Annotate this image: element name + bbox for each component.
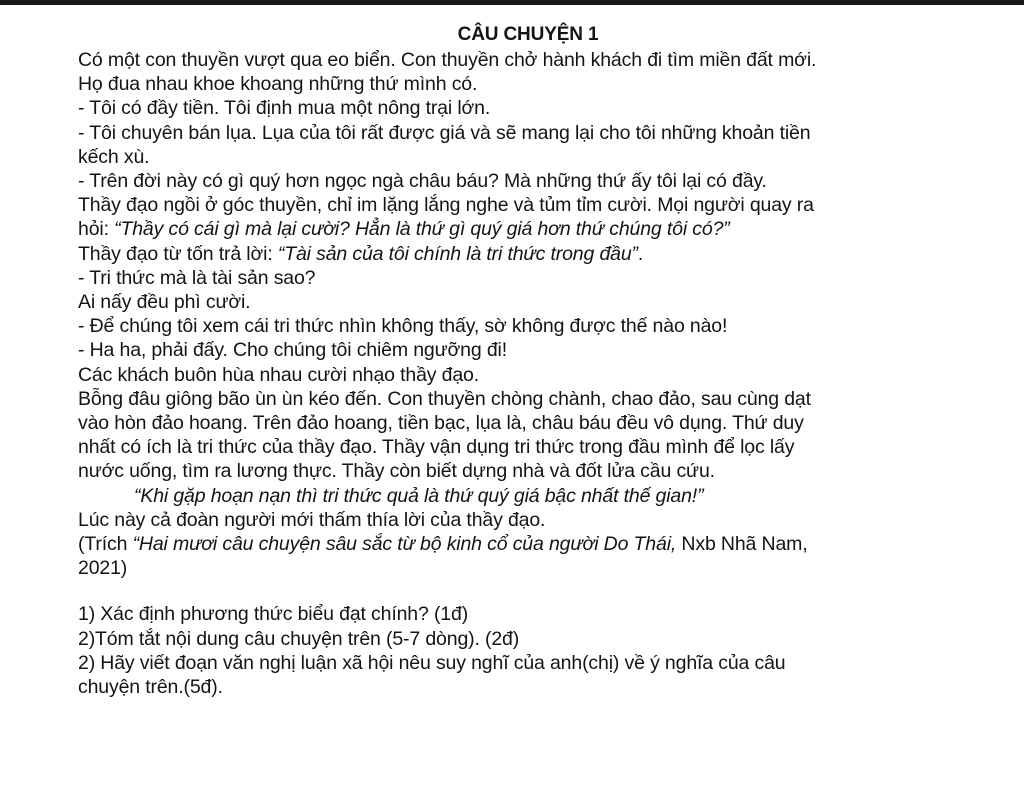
source-title: “Hai mươi câu chuyện sâu sắc từ bộ kinh cổ của người Do Thái, [132,533,677,556]
paragraph-line [78,217,978,241]
dialogue-line: - Trên đời này có gì quý hơn ngọc ngà châu báu? Mà những thứ ấy tôi lại có đầy. [78,170,767,193]
quoted-question: “Thầy có cái gì mà lại cười? Hẳn là thứ gì quý giá hơn thứ chúng tôi có?” [114,218,730,241]
dialogue-line: - Ha ha, phải đấy. Cho chúng tôi chiêm ngưỡng đi! [78,339,507,362]
text-span: . [637,242,644,265]
question-1: 1) Xác định phương thức biểu đạt chính? (1đ) [78,603,469,626]
dialogue-line: - Tôi có đầy tiền. Tôi định mua một nông trại lớn. [78,97,491,120]
paragraph-line: nước uống, tìm ra lương thực. Thầy còn biết dựng nhà và đốt lửa cầu cứu. [78,460,715,483]
paragraph-line: Bỗng đâu giông bão ùn ùn kéo đến. Con thuyền chòng chành, chao đảo, sau cùng dạt [78,387,811,410]
text-span: (Trích [78,533,133,556]
dialogue-line: kếch xù. [78,145,150,168]
document-page [78,20,978,699]
quoted-answer: “Tài sản của tôi chính là tri thức trong đầu” [277,242,638,265]
moral-quote [78,484,978,508]
moral-quote-text: “Khi gặp hoạn nạn thì tri thức quả là thứ quý giá bậc nhất thế gian!” [134,484,704,507]
dialogue-line: - Tri thức mà là tài sản sao? [78,266,316,289]
source-citation [78,532,978,556]
paragraph-line: Lúc này cả đoàn người mới thấm thía lời của thầy đạo. [78,508,546,531]
source-citation-year: 2021) [78,557,128,580]
dialogue-line: - Để chúng tôi xem cái tri thức nhìn không thấy, sờ không được thế nào nào! [78,315,728,338]
text-span: hỏi: [78,218,115,241]
paragraph-line: Có một con thuyền vượt qua eo biển. Con thuyền chở hành khách đi tìm miền đất mới. [78,49,817,71]
paragraph-line: Ai nấy đều phì cười. [78,291,251,314]
paragraph-line [78,242,978,266]
paragraph-line: Họ đua nhau khoe khoang những thứ mình có. [78,73,478,96]
paragraph-line: Các khách buôn hùa nhau cười nhạo thầy đạo. [78,363,480,386]
question-3-continued: chuyện trên.(5đ). [78,676,223,699]
question-3: 2) Hãy viết đoạn văn nghị luận xã hội nêu suy nghĩ của anh(chị) về ý nghĩa của câu [78,651,786,674]
story-title: CÂU CHUYỆN 1 [457,24,599,45]
question-2: 2)Tóm tắt nội dung câu chuyện trên (5-7 dòng). (2đ) [78,627,520,650]
top-border [0,0,1024,5]
paragraph-line: nhất có ích là tri thức của thầy đạo. Thầy vận dụng tri thức trong đầu mình để lọc lấy [78,436,795,459]
text-span: Nxb Nhã Nam, [676,533,808,556]
paragraph-line: vào hòn đảo hoang. Trên đảo hoang, tiền bạc, lụa là, châu báu đều vô dụng. Thứ duy [78,412,804,435]
spacer [78,580,978,602]
text-span: Thầy đạo từ tốn trả lời: [78,242,278,265]
paragraph-line: Thầy đạo ngồi ở góc thuyền, chỉ im lặng lắng nghe và tủm tỉm cười. Mọi người quay ra [78,194,814,217]
dialogue-line: - Tôi chuyên bán lụa. Lụa của tôi rất được giá và sẽ mang lại cho tôi những khoản tiền [78,121,811,144]
